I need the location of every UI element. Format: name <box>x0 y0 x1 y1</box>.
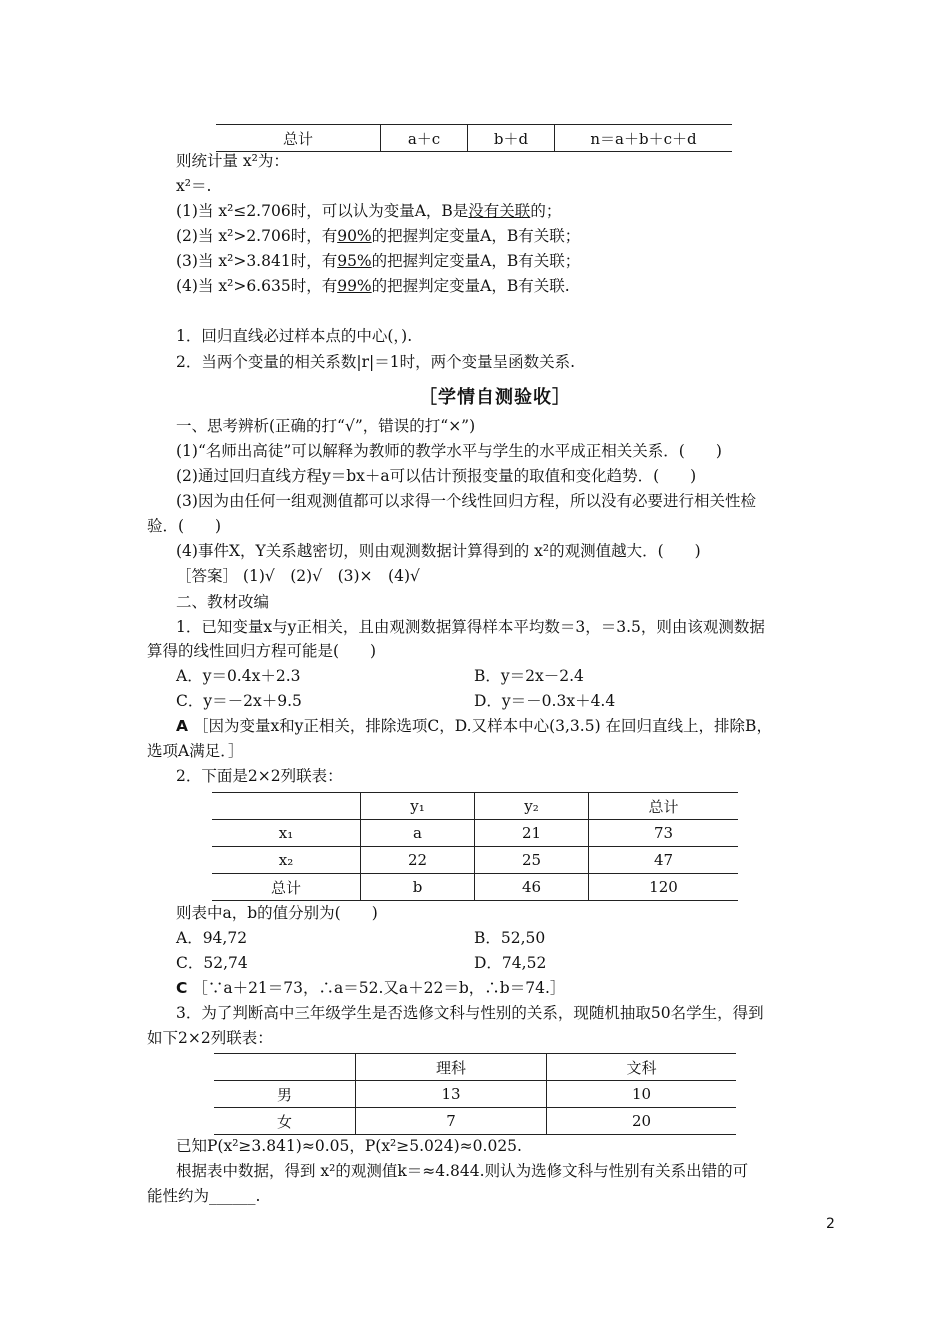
note-2: 2．当两个变量的相关系数|r|＝1时，两个变量呈函数关系. <box>176 353 576 371</box>
q2-question: 则表中a，b的值分别为( ) <box>176 904 378 922</box>
table-cell: 理科 <box>356 1054 547 1081</box>
table-cell: 总计 <box>589 793 739 820</box>
q1-explain-cont: 选项A满足．］ <box>147 742 244 760</box>
q3-known: 已知P(x²≥3.841)≈0.05，P(x²≥5.024)≈0.025. <box>176 1137 522 1155</box>
stat-formula: x²＝. <box>176 177 212 195</box>
q3-text: 根据表中数据，得到 x²的观测值k＝≈4.844.则认为选修文科与性别有关系出错的可 <box>176 1162 749 1180</box>
table-cell: 文科 <box>547 1054 737 1081</box>
table-cell: 10 <box>547 1081 737 1108</box>
table-cell: 46 <box>475 874 589 901</box>
q2-option-b: B．52,50 <box>474 929 546 947</box>
table-cell: x₁ <box>212 820 361 847</box>
stat-intro: 则统计量 x²为： <box>176 152 289 170</box>
note-1: 1．回归直线必过样本点的中心(，). <box>176 327 413 345</box>
table-row <box>212 793 738 820</box>
q2-stem: 2．下面是2×2列联表： <box>176 767 343 785</box>
table-cell: n＝a＋b＋c＋d <box>555 125 733 152</box>
q2-option-d: D．74,52 <box>474 954 547 972</box>
table-cell: x₂ <box>212 847 361 874</box>
judge-item-3: (3)因为由任何一组观测值都可以求得一个线性回归方程，所以没有必要进行相关性检 <box>176 492 756 510</box>
table-row <box>214 1108 736 1135</box>
section2-title: 二、教材改编 <box>176 593 270 611</box>
q3-stem: 3．为了判断高中三年级学生是否选修文科与性别的关系，现随机抽取50名学生，得到 <box>176 1004 764 1022</box>
table-cell: a＋c <box>381 125 468 152</box>
table-row <box>216 125 732 152</box>
table-cell: y₁ <box>361 793 475 820</box>
q1-explain: A ［因为变量x和y正相关，排除选项C，D.又样本中心(3,3.5) 在回归直线上，排除B， <box>176 717 772 735</box>
table-cell: a <box>361 820 475 847</box>
table-cell: 73 <box>589 820 739 847</box>
q1-option-a: A．y＝0.4x＋2.3 <box>176 667 301 685</box>
table-row <box>212 874 738 901</box>
judge-item-3-cont: 验．( ) <box>147 517 222 535</box>
table-cell: 120 <box>589 874 739 901</box>
section-banner: ［学情自测验收］ <box>419 387 571 408</box>
table-cell: y₂ <box>475 793 589 820</box>
q2-explain: C ［∵a＋21＝73，∴a＝52.又a＋22＝b，∴b＝74.］ <box>176 979 566 997</box>
judge-answer: ［答案］ (1)√ (2)√ (3)× (4)√ <box>176 567 420 585</box>
criterion-1: (1)当 x²≤2.706时，可以认为变量A，B是没有关联的； <box>176 202 562 220</box>
table-cell: 20 <box>547 1108 737 1135</box>
table-cell: 21 <box>475 820 589 847</box>
table-cell: 13 <box>356 1081 547 1108</box>
q1-option-c: C．y＝－2x＋9.5 <box>176 692 302 710</box>
criterion-4: (4)当 x²>6.635时，有99%的把握判定变量A，B有关联. <box>176 277 570 295</box>
table-cell: b <box>361 874 475 901</box>
q2-option-c: C．52,74 <box>176 954 248 972</box>
table-cell: 7 <box>356 1108 547 1135</box>
table-cell: 总计 <box>212 874 361 901</box>
q1-option-b: B．y＝2x－2.4 <box>474 667 584 685</box>
table-cell: 22 <box>361 847 475 874</box>
q1-stem: 1．已知变量x与y正相关，且由观测数据算得样本平均数＝3，＝3.5，则由该观测数据 <box>176 618 765 636</box>
contingency-table-q2 <box>212 792 738 901</box>
q3-stem-cont: 如下2×2列联表： <box>147 1029 273 1047</box>
q2-option-a: A．94,72 <box>176 929 248 947</box>
table-cell: 总计 <box>216 125 381 152</box>
table-row <box>212 847 738 874</box>
table-cell: 男 <box>214 1081 356 1108</box>
judge-item-1: (1)“名师出高徒”可以解释为教师的教学水平与学生的水平成正相关关系．( ) <box>176 442 722 460</box>
table-cell: b＋d <box>468 125 555 152</box>
q1-stem-cont: 算得的线性回归方程可能是( ) <box>147 642 377 660</box>
table-row <box>212 820 738 847</box>
table-cell: 47 <box>589 847 739 874</box>
table-row <box>214 1081 736 1108</box>
table-row <box>214 1054 736 1081</box>
section1-title: 一、思考辨析(正确的打“√”，错误的打“×”) <box>176 417 476 435</box>
q1-option-d: D．y＝－0.3x＋4.4 <box>474 692 616 710</box>
table-cell <box>212 793 361 820</box>
criterion-2: (2)当 x²>2.706时，有90%的把握判定变量A，B有关联； <box>176 227 581 245</box>
judge-item-4: (4)事件X，Y关系越密切，则由观测数据计算得到的 x²的观测值越大．( ) <box>176 542 701 560</box>
criterion-3: (3)当 x²>3.841时，有95%的把握判定变量A，B有关联； <box>176 252 581 270</box>
contingency-table-q3 <box>214 1053 736 1135</box>
q3-text-cont: 能性约为______. <box>147 1187 261 1205</box>
top-table <box>216 124 732 152</box>
table-cell <box>214 1054 356 1081</box>
table-cell: 女 <box>214 1108 356 1135</box>
judge-item-2: (2)通过回归直线方程y＝bx＋a可以估计预报变量的取值和变化趋势．( ) <box>176 467 697 485</box>
page-number: 2 <box>826 1216 835 1232</box>
table-cell: 25 <box>475 847 589 874</box>
